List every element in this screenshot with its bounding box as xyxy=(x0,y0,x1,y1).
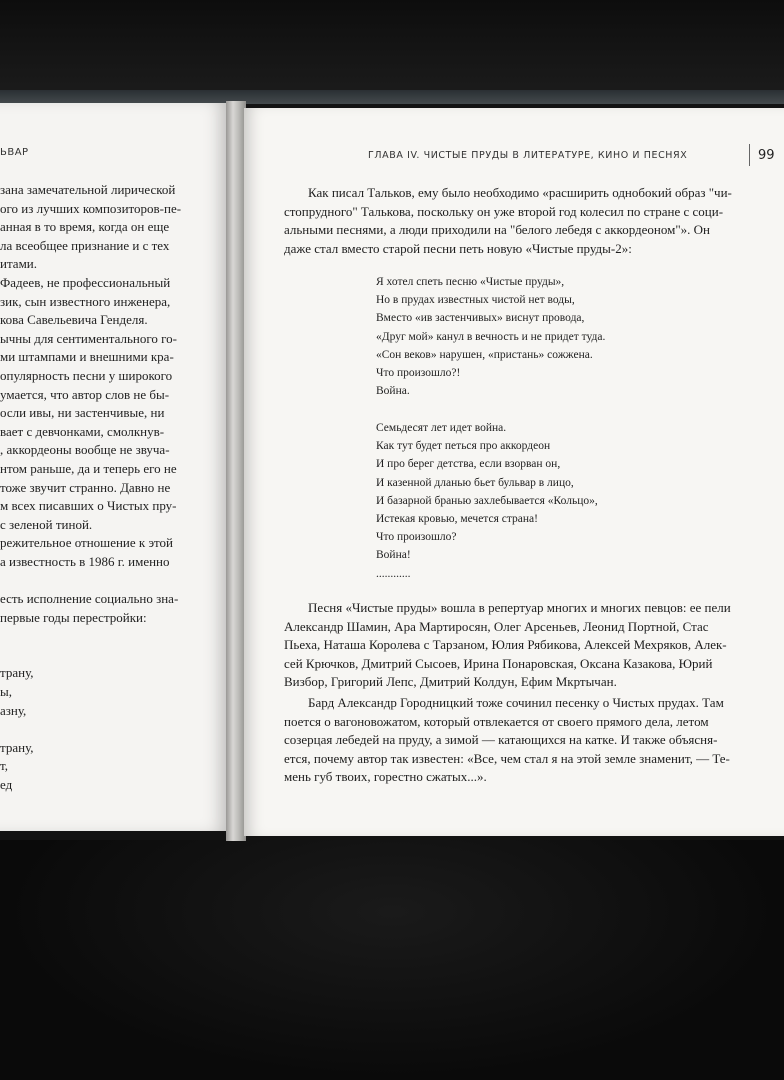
book-gutter xyxy=(226,101,246,841)
left-text-line: , аккордеоны вообще не звуча- xyxy=(0,442,170,458)
text-line: Александр Шамин, Ара Мартиросян, Олег Арсеньев, Леонид Портной, Стас xyxy=(284,618,709,634)
left-running-head: ЬВАР xyxy=(0,147,29,158)
text-line: стопрудного" Талькова, поскольку он уже второй год колесил по стране с соци- xyxy=(284,203,724,219)
left-page-text xyxy=(0,181,226,795)
left-page xyxy=(0,103,228,831)
poem-line: И казенной дланью бьет бульвар в лицо, xyxy=(376,476,574,489)
left-text-line: ычны для сентиментального го- xyxy=(0,330,177,346)
text-line: Пьеха, Наташа Королева с Тарзаном, Юлия Рябикова, Алексей Мехряков, Алек- xyxy=(284,637,727,652)
poem-line: Истекая кровью, мечется страна! xyxy=(376,513,538,526)
poem-line: Война! xyxy=(376,549,411,562)
left-text-line: трану, xyxy=(0,665,34,681)
poem-line: Как тут будет петься про аккордеон xyxy=(376,440,551,453)
running-head: ГЛАВА IV. ЧИСТЫЕ ПРУДЫ В ЛИТЕРАТУРЕ, КИНО И ПЕСНЯХ xyxy=(368,150,688,161)
left-text-line: ед xyxy=(0,777,13,792)
text-line: Песня «Чистые пруды» вошла в репертуар многих и многих певцов: ее пели xyxy=(308,600,731,615)
left-text-line: опулярность песни у широкого xyxy=(0,367,173,383)
text-line: ется, почему автор так известен: «Все, чем стал я на этой земле знаменит, — Те- xyxy=(284,750,730,766)
poem-line: ............ xyxy=(376,567,411,580)
poem-line: Я хотел спеть песню «Чистые пруды», xyxy=(376,276,565,288)
poem-line: «Сон веков» нарушен, «пристань» сожжена. xyxy=(376,348,593,361)
right-page xyxy=(244,108,784,836)
page-number: 99 xyxy=(758,148,775,163)
left-text-line: режительное отношение к этой xyxy=(0,535,174,551)
left-text-line: а известность в 1986 г. именно xyxy=(0,553,170,569)
poem-line: Семьдесят лет идет война. xyxy=(376,422,507,434)
left-text-line: кова Савельевича Генделя. xyxy=(0,312,148,328)
left-text-line: трану, xyxy=(0,739,34,755)
poem-line: Что произошло?! xyxy=(376,367,461,380)
paragraph-gorodnitsky xyxy=(284,694,750,787)
book-cover-edge xyxy=(0,90,784,104)
left-text-line: зана замечательной лирической xyxy=(0,182,176,197)
text-line: поется о вагоновожатом, который отвлекается от своего прямого дела, летом xyxy=(284,713,709,729)
poem-line: Вместо «ив застенчивых» виснут провода, xyxy=(376,312,585,325)
left-text-line: ы, xyxy=(0,684,12,700)
scan-background-top xyxy=(0,0,784,100)
text-line: альными песнями, а люди приходили на "белого лебедя с аккордеоном"». Он xyxy=(284,222,711,237)
left-text-line: м всех писавших о Чистых пру- xyxy=(0,498,177,514)
paragraph-performers xyxy=(284,599,750,692)
page-number-divider xyxy=(749,144,750,166)
poem-stanza-2 xyxy=(376,419,676,583)
text-line: мень губ твоих, горестно сжатых...». xyxy=(284,769,487,784)
left-text-line: Фадеев, не профессиональный xyxy=(0,274,171,290)
poem-line: Но в прудах известных чистой нет воды, xyxy=(376,294,575,307)
text-line: Визбор, Григорий Лепс, Дмитрий Колдун, Ефим Мкртычан. xyxy=(284,674,617,689)
scan-background-bottom xyxy=(0,840,784,1080)
left-text-line xyxy=(0,646,226,665)
left-text-line: ого из лучших композиторов-пе- xyxy=(0,200,182,216)
poem-stanza-1 xyxy=(376,273,676,400)
poem-line: Что произошло? xyxy=(376,531,457,544)
left-text-line xyxy=(0,627,226,646)
poem-line: И про берег детства, если взорван он, xyxy=(376,458,561,471)
left-text-line: есть исполнение социально зна- xyxy=(0,591,179,607)
left-text-line: ла всеобщее признание и с тех xyxy=(0,237,170,253)
text-line: Бард Александр Городницкий тоже сочинил песенку о Чистых прудах. Там xyxy=(308,695,724,710)
left-text-line: с зеленой тиной. xyxy=(0,516,93,532)
text-line: Как писал Тальков, ему было необходимо «расширить однобокий образ "чи- xyxy=(308,185,732,200)
left-text-line: вает с девчонками, смолкнув- xyxy=(0,423,165,439)
left-text-line xyxy=(0,720,226,739)
poem-line: «Друг мой» канул в вечность и не придет туда. xyxy=(376,330,606,343)
left-text-line: тоже звучит странно. Давно не xyxy=(0,479,171,495)
left-text-line: т, xyxy=(0,758,8,774)
poem-line: И базарной бранью захлебывается «Кольцо», xyxy=(376,494,598,507)
text-line: сей Крючков, Дмитрий Сысоев, Ирина Понаровская, Оксана Казакова, Юрий xyxy=(284,655,713,671)
left-text-line: анная в то время, когда он еще xyxy=(0,219,170,235)
left-text-line: зик, сын известного инженера, xyxy=(0,293,171,309)
left-text-line: ми штампами и внешними кра- xyxy=(0,349,174,365)
left-text-line: осли ивы, ни застенчивые, ни xyxy=(0,405,165,421)
left-text-line: азну, xyxy=(0,702,27,718)
paragraph-talkov-quote xyxy=(284,184,750,258)
text-line: созерцая лебедей на пруду, а зимой — катающихся на катке. И также объясня- xyxy=(284,732,718,747)
poem-line: Война. xyxy=(376,385,410,398)
left-text-line: умается, что автор слов не бы- xyxy=(0,386,170,402)
left-text-line: первые годы перестройки: xyxy=(0,609,147,625)
left-text-line: итами. xyxy=(0,256,38,272)
text-line: даже стал вместо старой песни петь новую «Чистые пруды-2»: xyxy=(284,240,632,256)
left-text-line xyxy=(0,571,226,590)
left-text-line: нтом раньше, да и теперь его не xyxy=(0,460,177,476)
